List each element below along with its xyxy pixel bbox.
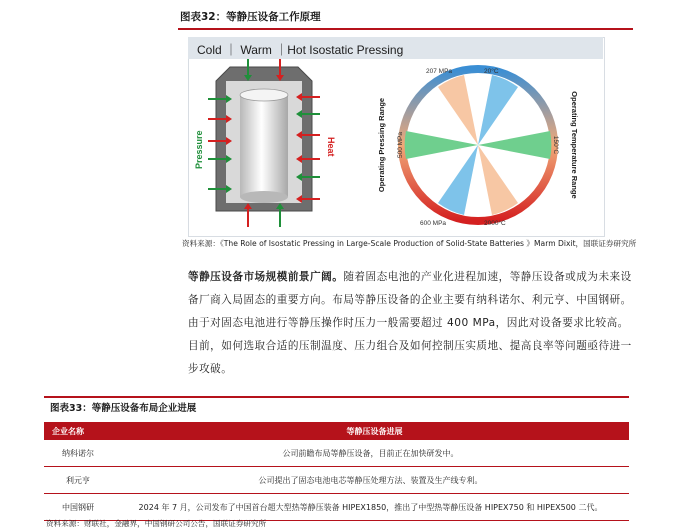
pressure-600-label: 600 MPa [420, 220, 447, 227]
pressure-label: Pressure [194, 130, 204, 169]
pressure-500-label: 500 MPa [397, 131, 404, 159]
temp-2000-label: 2000°C [484, 220, 506, 227]
sample-cylinder [240, 89, 288, 203]
table-title: 图表33：等静压设备布局企业进展 [50, 403, 197, 414]
isostatic-diagram [188, 59, 603, 235]
table-header-row [44, 422, 629, 440]
paragraph-lead: 等静压设备市场规模前景广阔。 [188, 271, 344, 283]
table-top-rule [44, 396, 629, 398]
table-row [44, 494, 629, 521]
heat-label: Heat [326, 137, 336, 157]
cell-progress: 公司提出了固态电池电芯等静压处理方法、装置及生产线专利。 [112, 467, 629, 494]
figure-header-text: Cold ｜ Warm ｜Hot Isostatic Pressing [197, 43, 404, 57]
temp-150-label: 150°C [552, 135, 559, 155]
progress-table [44, 422, 629, 521]
table-source: 资料来源：财联社，金融界，中国钢研公司公告，国联证券研究所 [46, 519, 267, 528]
table-row [44, 440, 629, 467]
header-progress: 等静压设备进展 [112, 422, 629, 440]
header-company: 企业名称 [44, 422, 112, 440]
body-paragraph [188, 266, 636, 381]
temp-20-label: 20°C [484, 68, 499, 75]
cell-company: 纳科诺尔 [44, 440, 112, 467]
range-chart [377, 67, 579, 227]
paragraph-body: 随着固态电池的产业化进程加速，等静压设备或成为未来设备厂商入局固态的重要方向。布局等静压设备的企业主要有纳科诺尔、利元亨、中国钢研。由于对固态电池进行等静压操作时压力一般需要超过 400 MPa，因此对设备要求比较高。目前，如何选取合适的压制温度、压力组合及如何控制压实质地、提高良率等问题亟待进一步攻破。 [188, 271, 632, 375]
table-row [44, 467, 629, 494]
figure-header [188, 37, 603, 59]
figure-source: 资料来源：《The Role of Isostatic Pressing in Large-Scale Production of Solid-State Batteries 》Marm Dixit，国联证券研究所 [182, 239, 637, 248]
figure-title: 图表32：等静压设备工作原理 [180, 11, 321, 23]
cell-progress: 公司前瞻布局等静压设备，目前正在加快研发中。 [112, 440, 629, 467]
operating-temperature-range-label: Operating Temperature Range [570, 91, 579, 199]
pressure-207-label: 207 MPa [426, 68, 453, 75]
operating-pressing-range-label: Operating Pressing Range [377, 97, 386, 193]
cell-company: 中国钢研 [44, 494, 112, 521]
cell-progress: 2024 年 7 月，公司发布了中国首台超大型热等静压装备 HIPEX1850，推出了中型热等静压设备 HIPEX750 和 HIPEX500 二代。 [112, 494, 629, 521]
cell-company: 利元亨 [44, 467, 112, 494]
title-rule [178, 28, 633, 30]
